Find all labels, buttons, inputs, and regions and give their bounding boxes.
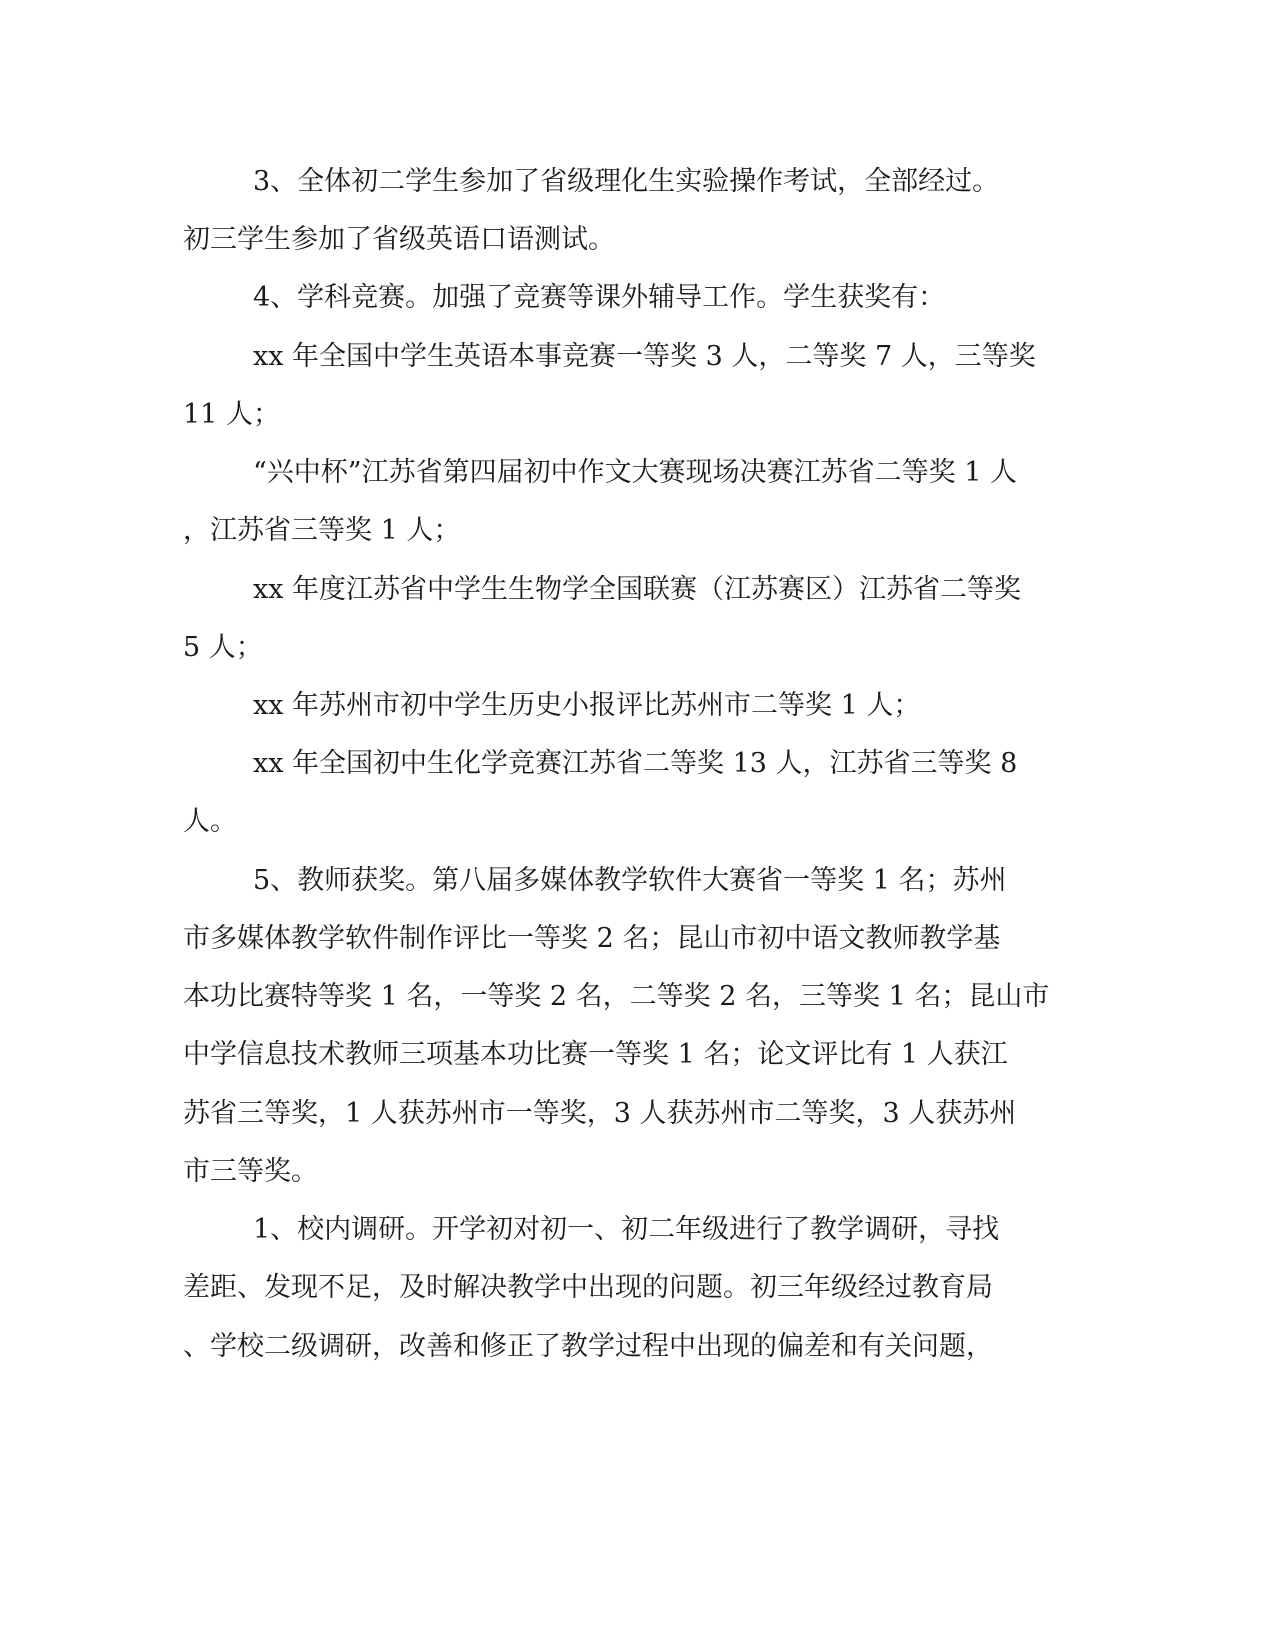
text-line: xx 年全国初中生化学竞赛江苏省二等奖 13 人，江苏省三等奖 8 xyxy=(253,748,1018,779)
text-line: 差距、发现不足，及时解决教学中出现的问题。初三年级经过教育局 xyxy=(183,1272,993,1303)
text-line: xx 年全国中学生英语本事竞赛一等奖 3 人，二等奖 7 人，三等奖 xyxy=(253,341,1036,372)
text-line: 3、全体初二学生参加了省级理化生实验操作考试，全部经过。 xyxy=(253,166,1000,197)
text-line: 5、教师获奖。第八届多媒体教学软件大赛省一等奖 1 名；苏州 xyxy=(253,865,1007,896)
text-line: 11 人； xyxy=(183,399,280,430)
text-line: ，江苏省三等奖 1 人； xyxy=(183,515,461,546)
text-line: “兴中杯”江苏省第四届初中作文大赛现场决赛江苏省二等奖 1 人 xyxy=(253,457,1017,488)
text-line: 市多媒体教学软件制作评比一等奖 2 名；昆山市初中语文教师教学基 xyxy=(183,923,1001,954)
text-line: 人。 xyxy=(183,806,237,837)
text-line: 中学信息技术教师三项基本功比赛一等奖 1 名；论文评比有 1 人获江 xyxy=(183,1039,1008,1070)
text-line: 4、学科竞赛。加强了竞赛等课外辅导工作。学生获奖有： xyxy=(253,282,946,313)
text-line: 5 人； xyxy=(183,632,263,663)
text-line: 1、校内调研。开学初对初一、初二年级进行了教学调研，寻找 xyxy=(253,1214,1000,1245)
text-line: 初三学生参加了省级英语口语测试。 xyxy=(183,224,615,255)
text-line: 苏省三等奖，1 人获苏州市一等奖，3 人获苏州市二等奖，3 人获苏州 xyxy=(183,1098,1017,1129)
text-line: 本功比赛特等奖 1 名，一等奖 2 名，二等奖 2 名，三等奖 1 名；昆山市 xyxy=(183,981,1050,1012)
text-line: xx 年苏州市初中学生历史小报评比苏州市二等奖 1 人； xyxy=(253,690,921,721)
text-line: xx 年度江苏省中学生生物学全国联赛（江苏赛区）江苏省二等奖 xyxy=(253,574,1022,605)
text-line: 、学校二级调研，改善和修正了教学过程中出现的偏差和有关问题， xyxy=(183,1331,993,1362)
text-line: 市三等奖。 xyxy=(183,1156,318,1187)
